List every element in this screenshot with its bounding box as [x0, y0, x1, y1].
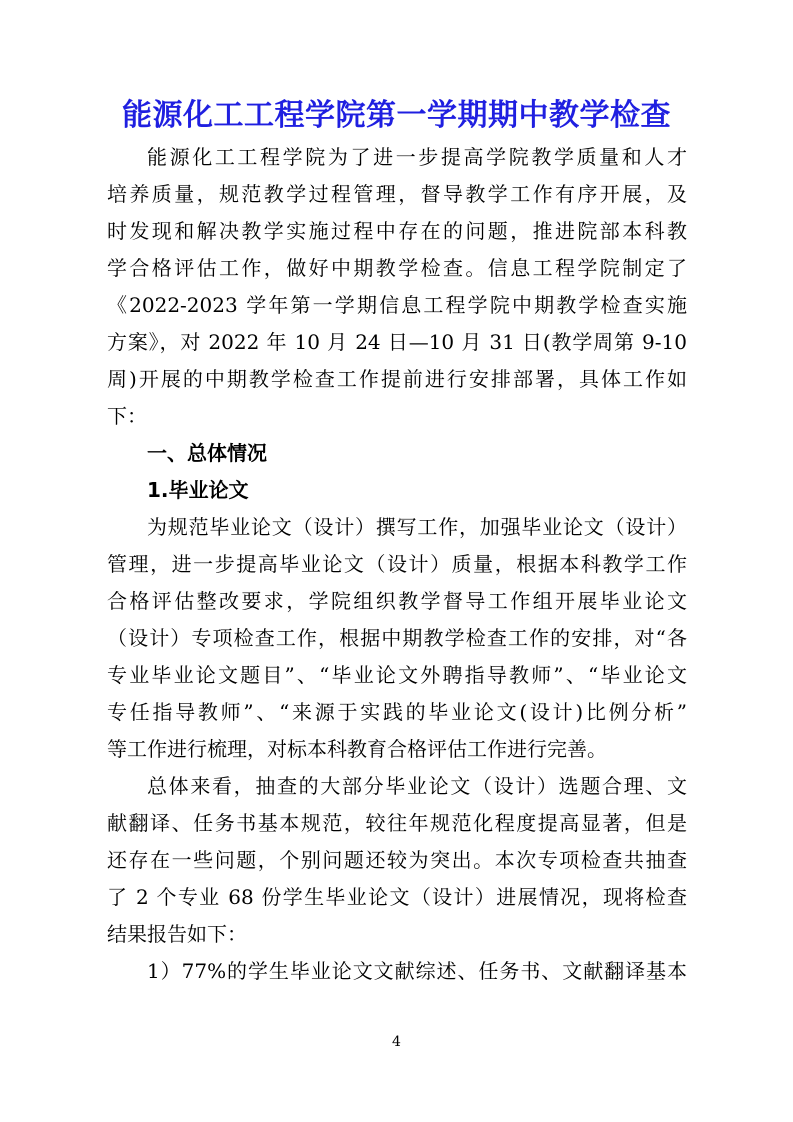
paragraph-line: 专任指导教师”、“来源于实践的毕业论文(设计)比例分析”	[107, 700, 687, 724]
paragraph-line: 《2022-2023 学年第一学期信息工程学院中期教学检查实施	[107, 293, 687, 317]
document-title: 能源化工工程学院第一学期期中教学检查	[122, 98, 671, 133]
paragraph-line: 结果报告如下：	[107, 922, 247, 946]
paragraph-line: 为规范毕业论文（设计）撰写工作，加强毕业论文（设计）	[147, 515, 687, 539]
paragraph-line: 献翻译、任务书基本规范，较往年规范化程度提高显著，但是	[107, 811, 687, 835]
page-number: 4	[392, 1034, 401, 1050]
paragraph-line: 1）77%的学生毕业论文文献综述、任务书、文献翻译基本	[147, 959, 687, 983]
paragraph-line: 能源化工工程学院为了进一步提高学院教学质量和人才	[147, 145, 687, 169]
paragraph-line: 周)开展的中期教学检查工作提前进行安排部署，具体工作如	[107, 367, 687, 391]
paragraph-line: 总体来看，抽查的大部分毕业论文（设计）选题合理、文	[147, 774, 687, 798]
paragraph-line: 还存在一些问题，个别问题还较为突出。本次专项检查共抽查	[107, 848, 687, 872]
paragraph-line: 时发现和解决教学实施过程中存在的问题，推进院部本科教	[107, 219, 687, 243]
paragraph-line: 方案》，对 2022 年 10 月 24 日—10 月 31 日(教学周第 9-10	[107, 330, 687, 354]
paragraph-line: 了 2 个专业 68 份学生毕业论文（设计）进展情况，现将检查	[107, 885, 687, 909]
subsection-heading: 1.毕业论文	[147, 478, 249, 502]
paragraph-line: （设计）专项检查工作，根据中期教学检查工作的安排，对“各	[107, 626, 687, 650]
paragraph-line: 专业毕业论文题目”、“毕业论文外聘指导教师”、“毕业论文	[107, 663, 687, 687]
section-heading: 一、总体情况	[147, 441, 267, 465]
paragraph-line: 合格评估整改要求，学院组织教学督导工作组开展毕业论文	[107, 589, 687, 613]
paragraph-line: 管理，进一步提高毕业论文（设计）质量，根据本科教学工作	[107, 552, 687, 576]
paragraph-line: 培养质量，规范教学过程管理，督导教学工作有序开展，及	[107, 182, 687, 206]
paragraph-line: 等工作进行梳理，对标本科教育合格评估工作进行完善。	[107, 737, 607, 761]
paragraph-line: 学合格评估工作，做好中期教学检查。信息工程学院制定了	[107, 256, 687, 280]
paragraph-line: 下：	[107, 404, 147, 428]
